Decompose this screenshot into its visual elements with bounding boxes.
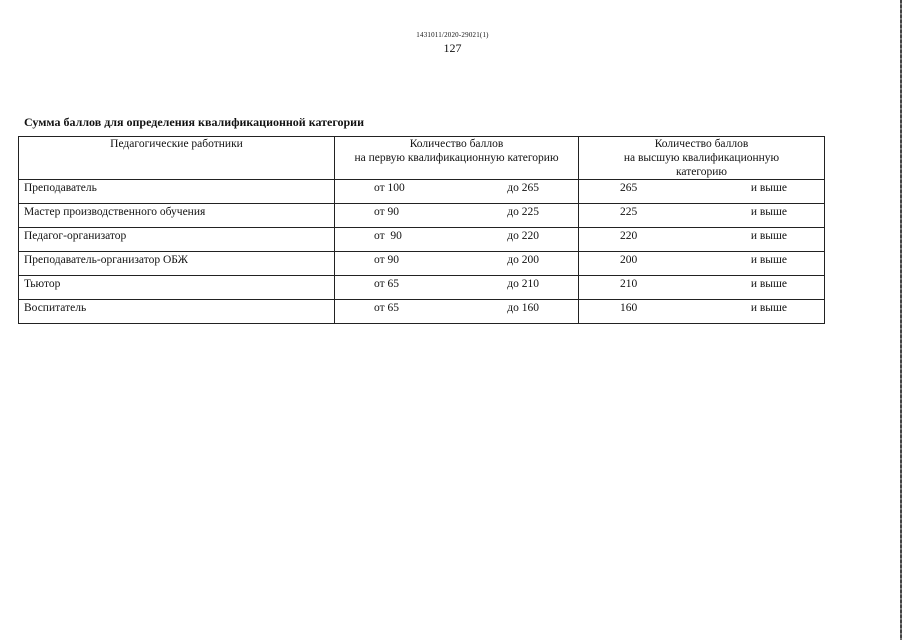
highest-category-cell xyxy=(579,252,825,276)
highest-suffix: и выше xyxy=(750,206,787,218)
highest-suffix: и выше xyxy=(750,278,787,290)
table-title: Сумма баллов для определения квалификационной категории xyxy=(24,115,365,129)
header-highest-category xyxy=(579,137,825,180)
highest-category-cell xyxy=(579,300,825,324)
first-from: от 90 xyxy=(374,254,399,266)
first-from: от 65 xyxy=(374,302,399,314)
first-category-cell xyxy=(335,180,579,204)
document-id: 1431011/2020-29021(1) xyxy=(416,31,489,39)
highest-suffix: и выше xyxy=(750,230,787,242)
highest-category-cell xyxy=(579,204,825,228)
highest-suffix: и выше xyxy=(750,302,787,314)
header-highest-line2: на высшую квалификационную xyxy=(623,152,780,164)
header-teachers xyxy=(19,137,335,180)
qualification-scores-table xyxy=(18,136,825,324)
highest-value: 225 xyxy=(620,206,638,218)
first-to: до 225 xyxy=(507,206,539,218)
role-cell: Мастер производственного обучения xyxy=(19,204,335,228)
highest-value: 200 xyxy=(620,254,638,266)
header-highest-line3: категорию xyxy=(675,166,728,178)
table-row xyxy=(19,252,825,276)
first-category-cell xyxy=(335,252,579,276)
first-to: до 200 xyxy=(507,254,539,266)
header-teachers-label: Педагогические работники xyxy=(110,138,243,150)
first-to: до 210 xyxy=(507,278,539,290)
highest-suffix: и выше xyxy=(750,182,787,194)
role-cell: Преподаватель-организатор ОБЖ xyxy=(19,252,335,276)
highest-category-cell xyxy=(579,276,825,300)
table-row xyxy=(19,300,825,324)
first-to: до 220 xyxy=(507,230,539,242)
role-cell: Тьютор xyxy=(19,276,335,300)
first-from: от 90 xyxy=(374,230,402,242)
highest-value: 160 xyxy=(620,302,638,314)
highest-suffix: и выше xyxy=(750,254,787,266)
highest-value: 220 xyxy=(620,230,638,242)
role-cell: Воспитатель xyxy=(19,300,335,324)
table-header-row xyxy=(19,137,825,180)
table-row xyxy=(19,180,825,204)
scan-edge-line xyxy=(900,0,902,640)
highest-value: 210 xyxy=(620,278,638,290)
header-highest-line1: Количество баллов xyxy=(654,138,749,150)
highest-value: 265 xyxy=(620,182,638,194)
first-from: от 100 xyxy=(374,182,405,194)
first-from: от 65 xyxy=(374,278,399,290)
header-first-category xyxy=(335,137,579,180)
first-from: от 90 xyxy=(374,206,399,218)
table-row xyxy=(19,204,825,228)
table-row xyxy=(19,228,825,252)
first-category-cell xyxy=(335,276,579,300)
highest-category-cell xyxy=(579,228,825,252)
first-category-cell xyxy=(335,228,579,252)
header-first-line2: на первую квалификационную категорию xyxy=(354,152,559,164)
role-cell: Педагог-организатор xyxy=(19,228,335,252)
page-number: 127 xyxy=(443,41,462,55)
highest-category-cell xyxy=(579,180,825,204)
role-cell: Преподаватель xyxy=(19,180,335,204)
first-to: до 265 xyxy=(507,182,539,194)
first-category-cell xyxy=(335,300,579,324)
first-to: до 160 xyxy=(507,302,539,314)
table-row xyxy=(19,276,825,300)
header-first-line1: Количество баллов xyxy=(409,138,504,150)
first-category-cell xyxy=(335,204,579,228)
